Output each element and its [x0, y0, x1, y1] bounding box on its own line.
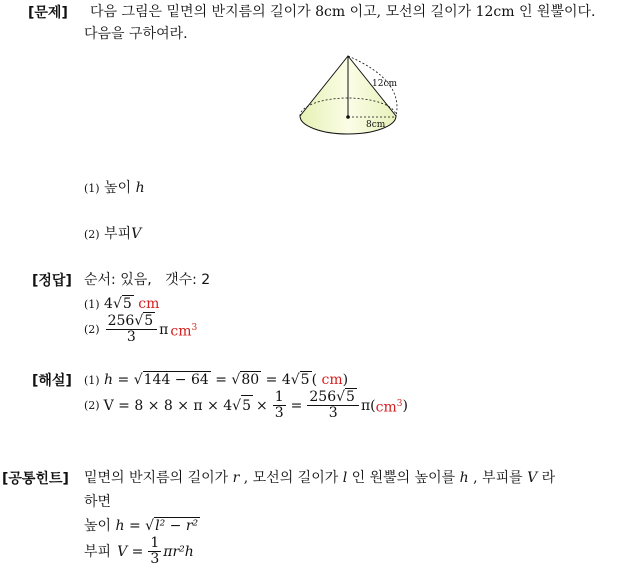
cone-figure: [296, 54, 406, 138]
center-dot: [346, 115, 350, 119]
a1-unit: cm: [138, 296, 160, 312]
a2-pi: π: [159, 321, 169, 338]
solution-tag: [해설]: [32, 373, 72, 389]
question-2: [84, 224, 141, 245]
hint-volume-formula: 부피 V = $\frac{1}{3}$ πr²h: [84, 535, 194, 567]
answer-order-info: 순서: 있음, 갯수: 2: [84, 272, 211, 288]
a2-unit: $cm^3$: [170, 322, 198, 340]
hint-line-2: 하면: [84, 494, 112, 510]
q1-number: (1): [84, 182, 100, 195]
a2-number: (2): [84, 322, 100, 336]
a1-radicand: 5: [122, 296, 132, 312]
q2-number: (2): [84, 228, 100, 241]
a2-fraction: $\frac{256√5}{3}$: [106, 314, 158, 345]
hint-height-formula: 높이 h = √l² − r²: [84, 518, 199, 534]
solution-1: (1) h = √144 − 64 = √80 = 4√5 ( cm): [84, 372, 349, 388]
hint-tag: [공통힌트]: [2, 471, 69, 487]
a1-coef: 4: [104, 296, 113, 312]
problem-tag: [문제]: [28, 5, 68, 21]
q1-var: h: [135, 180, 145, 196]
q2-text: 부피: [104, 226, 132, 242]
answer-1: (1) 4√5 cm: [84, 296, 160, 312]
solution-2: (2) V = 8 × 8 × π × 4 √ 5 × $\frac{1}{3}$ = $\frac{256√5}{3}$ π( $cm^3$ ): [84, 389, 408, 421]
answer-2: [84, 314, 197, 345]
question-1: [84, 178, 145, 199]
problem-line-1: 다음 그림은 밑면의 반지름의 길이가 8cm 이고, 모선의 길이가 12cm 인 원뿔이다.: [90, 4, 596, 20]
radius-label: 8cm: [366, 120, 386, 130]
q2-var: V: [131, 226, 142, 242]
a1-number: (1): [84, 298, 100, 311]
q1-text: 높이: [104, 180, 132, 196]
problem-line-2: 다음을 구하여라.: [84, 26, 188, 42]
slant-label: 12cm: [372, 79, 398, 89]
answer-tag: [정답]: [32, 273, 72, 289]
hint-line-1: 밑면의 반지름의 길이가 r , 모선의 길이가 l 인 원뿔의 높이를 h , 부피를 V 라: [84, 470, 556, 486]
